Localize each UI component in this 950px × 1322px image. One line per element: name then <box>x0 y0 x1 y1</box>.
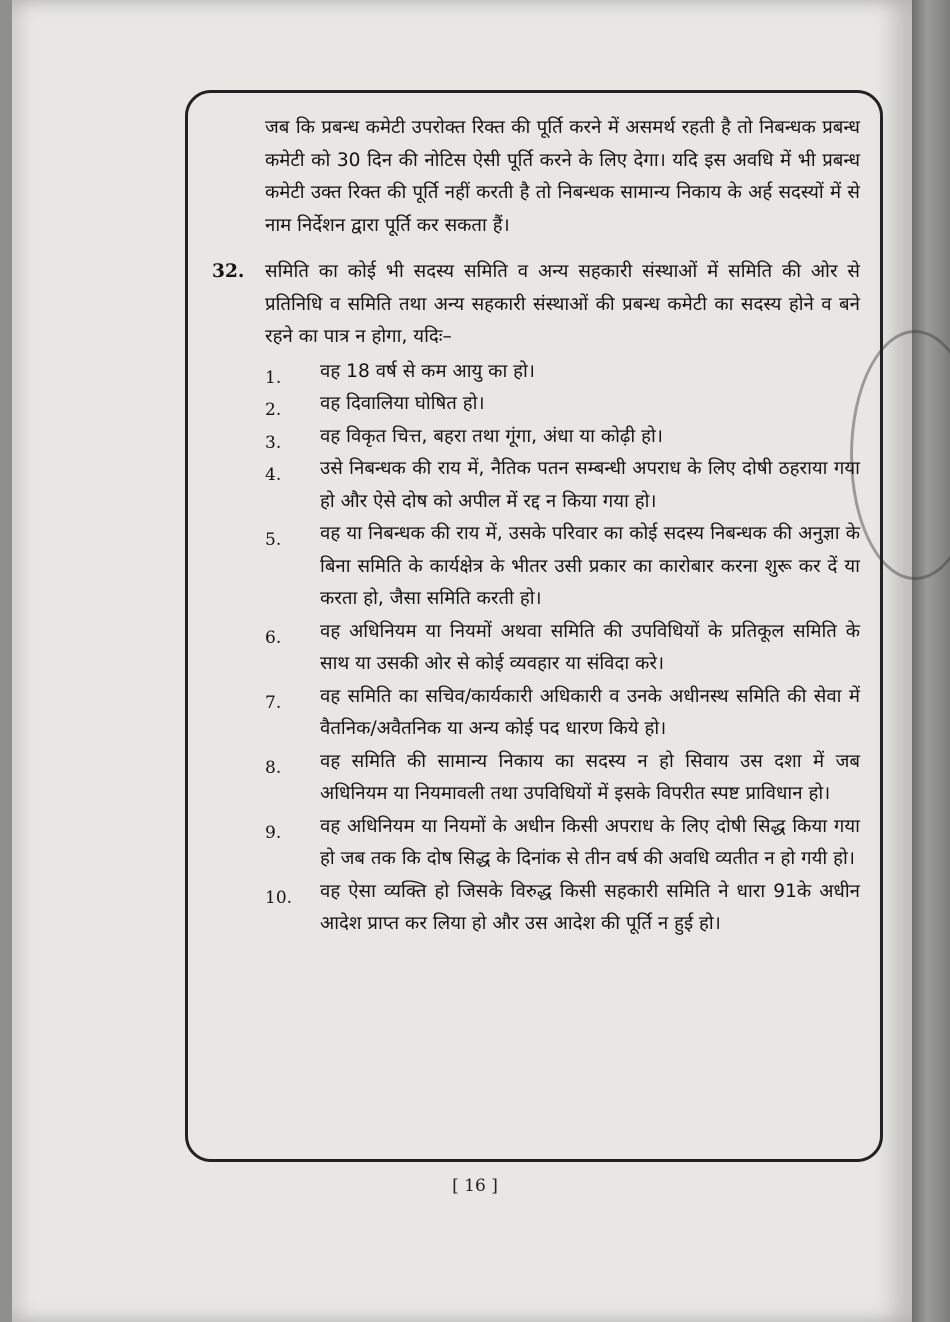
item-text: वह समिति का सचिव/कार्यकारी अधिकारी व उनके अधीनस्थ समिति की सेवा में वैतनिक/अवैतनिक या अन्य कोई पद धारण किये हो। <box>320 685 860 739</box>
list-item <box>210 518 860 616</box>
list-item <box>210 421 860 454</box>
item-text: वह दिवालिया घोषित हो। <box>320 393 485 414</box>
list-item <box>210 811 860 876</box>
list-item <box>210 453 860 518</box>
item-number: 1. <box>265 367 282 388</box>
item-number: 7. <box>265 692 282 713</box>
item-number: 8. <box>265 757 282 778</box>
document-content <box>210 112 860 941</box>
list-item <box>210 681 860 746</box>
list-item <box>210 876 860 941</box>
item-text: वह 18 वर्ष से कम आयु का हो। <box>320 360 535 382</box>
list-item <box>210 356 860 389</box>
item-number: 10. <box>265 887 293 908</box>
condition-list <box>210 356 860 941</box>
item-number: 6. <box>265 627 282 648</box>
page-edge-shadow <box>912 0 950 1322</box>
item-text: वह ऐसा व्यक्ति हो जिसके विरुद्ध किसी सहकारी समिति ने धारा 91के अधीन आदेश प्राप्त कर लिया हो और उस आदेश की पूर्ति न हुई हो। <box>320 880 860 934</box>
item-number: 9. <box>265 822 282 843</box>
item-text: वह समिति की सामान्य निकाय का सदस्य न हो सिवाय उस दशा में जब अधिनियम या नियमावली तथा उपविधियों में इसके विपरीत स्पष्ट प्राविधान हो। <box>320 750 860 804</box>
list-item <box>210 388 860 421</box>
item-number: 3. <box>265 432 282 453</box>
list-item <box>210 616 860 681</box>
item-number: 2. <box>265 400 282 420</box>
section-text: समिति का कोई भी सदस्य समिति व अन्य सहकारी संस्थाओं में समिति की ओर से प्रतिनिधि व समिति तथा अन्य सहकारी संस्थाओं की प्रबन्ध कमेटी का सदस्य होने व बने रहने का पात्र न होगा, यदिः– <box>265 261 860 347</box>
item-text: वह या निबन्धक की राय में, उसके परिवार का कोई सदस्य निबन्धक की अनुज्ञा के बिना समिति के कार्यक्षेत्र के भीतर उसी प्रकार का कारोबार करना शुरू कर दें या करता हो, जैसा समिति करती हो। <box>320 523 860 609</box>
item-text: वह अधिनियम या नियमों अथवा समिति की उपविधियों के प्रतिकूल समिति के साथ या उसकी ओर से कोई व्यवहार या संविदा करे। <box>320 620 860 674</box>
item-number: 4. <box>265 465 282 485</box>
item-text: वह अधिनियम या नियमों के अधीन किसी अपराध के लिए दोषी सिद्ध किया गया हो जब तक कि दोष सिद्ध के दिनांक से तीन वर्ष की अवधि व्यतीत न हो गयी हो। <box>320 815 860 869</box>
intro-paragraph: जब कि प्रबन्ध कमेटी उपरोक्त रिक्त की पूर्ति करने में असमर्थ रहती है तो निबन्धक प्रबन्ध कमेटी को 30 दिन की नोटिस ऐसी पूर्ति करने के लिए देगा। यदि इस अवधि में भी प्रबन्ध कमेटी उक्त रिक्त की पूर्ति नहीं करती है तो निबन्धक सामान्य निकाय के अर्ह सदस्यों में से नाम निर्देशन द्वारा पूर्ति कर सकता हैं। <box>265 117 860 236</box>
item-number: 5. <box>265 530 282 550</box>
list-item <box>210 746 860 811</box>
item-text: उसे निबन्धक की राय में, नैतिक पतन सम्बन्धी अपराध के लिए दोषी ठहराया गया हो और ऐसे दोष को अपील में रद्द न किया गया हो। <box>320 458 860 512</box>
section-32 <box>210 256 860 354</box>
item-text: वह विकृत चित्त, बहरा तथा गूंगा, अंधा या कोढ़ी हो। <box>320 425 663 447</box>
page-number: [ 16 ] <box>452 1176 498 1196</box>
section-number: 32. <box>212 261 245 282</box>
